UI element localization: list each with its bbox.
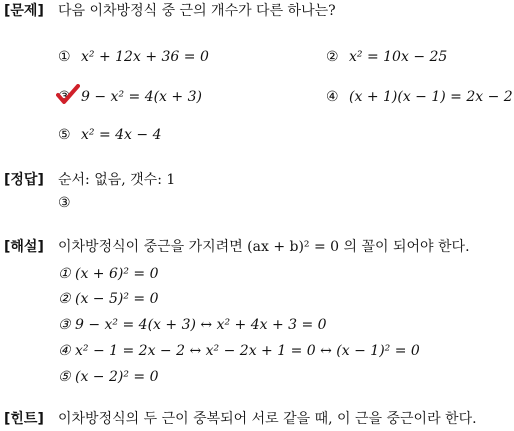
question-text: 다음 이차방정식 중 근의 개수가 다른 하나는? xyxy=(58,3,336,19)
choice-4-number: ④ xyxy=(326,89,339,105)
explanation-line-4: ④ x² − 1 = 2x − 2 ↔ x² − 2x + 1 = 0 ↔ (x − 1)² = 0 xyxy=(58,343,420,359)
choice-2-number: ② xyxy=(326,49,339,65)
explanation-line-3: ③ 9 − x² = 4(x + 3) ↔ x² + 4x + 3 = 0 xyxy=(58,317,327,333)
choice-1-number: ① xyxy=(58,49,71,65)
hint-tag: [힌트] xyxy=(4,411,44,427)
choice-5-expression: x² = 4x − 4 xyxy=(81,127,162,143)
hint-text: 이차방정식의 두 근이 중복되어 서로 같을 때, 이 근을 중근이라 한다. xyxy=(58,411,477,427)
choice-1-expression: x² + 12x + 36 = 0 xyxy=(81,49,209,65)
choice-5 xyxy=(58,126,162,144)
choice-2 xyxy=(326,48,447,66)
explanation-tag: [해설] xyxy=(4,239,44,255)
checkmark-icon xyxy=(56,84,80,104)
choice-1 xyxy=(58,48,209,66)
choice-3-expression: 9 − x² = 4(x + 3) xyxy=(81,89,202,105)
answer-line-1: 순서: 없음, 갯수: 1 xyxy=(58,172,176,188)
choice-5-number: ⑤ xyxy=(58,127,71,143)
explanation-intro: 이차방정식이 중근을 가지려면 (ax + b)² = 0 의 꼴이 되어야 한다. xyxy=(58,239,470,255)
answer-line-2: ③ xyxy=(58,195,71,211)
explanation-line-1: ① (x + 6)² = 0 xyxy=(58,266,159,282)
answer-tag: [정답] xyxy=(4,172,44,188)
explanation-line-5: ⑤ (x − 2)² = 0 xyxy=(58,369,159,385)
choice-4-expression: (x + 1)(x − 1) = 2x − 2 xyxy=(349,89,513,105)
explanation-line-2: ② (x − 5)² = 0 xyxy=(58,291,159,307)
choice-3-number: ③ xyxy=(58,89,71,105)
choice-4 xyxy=(326,88,513,106)
problem-tag: [문제] xyxy=(4,3,44,19)
choice-2-expression: x² = 10x − 25 xyxy=(349,49,448,65)
